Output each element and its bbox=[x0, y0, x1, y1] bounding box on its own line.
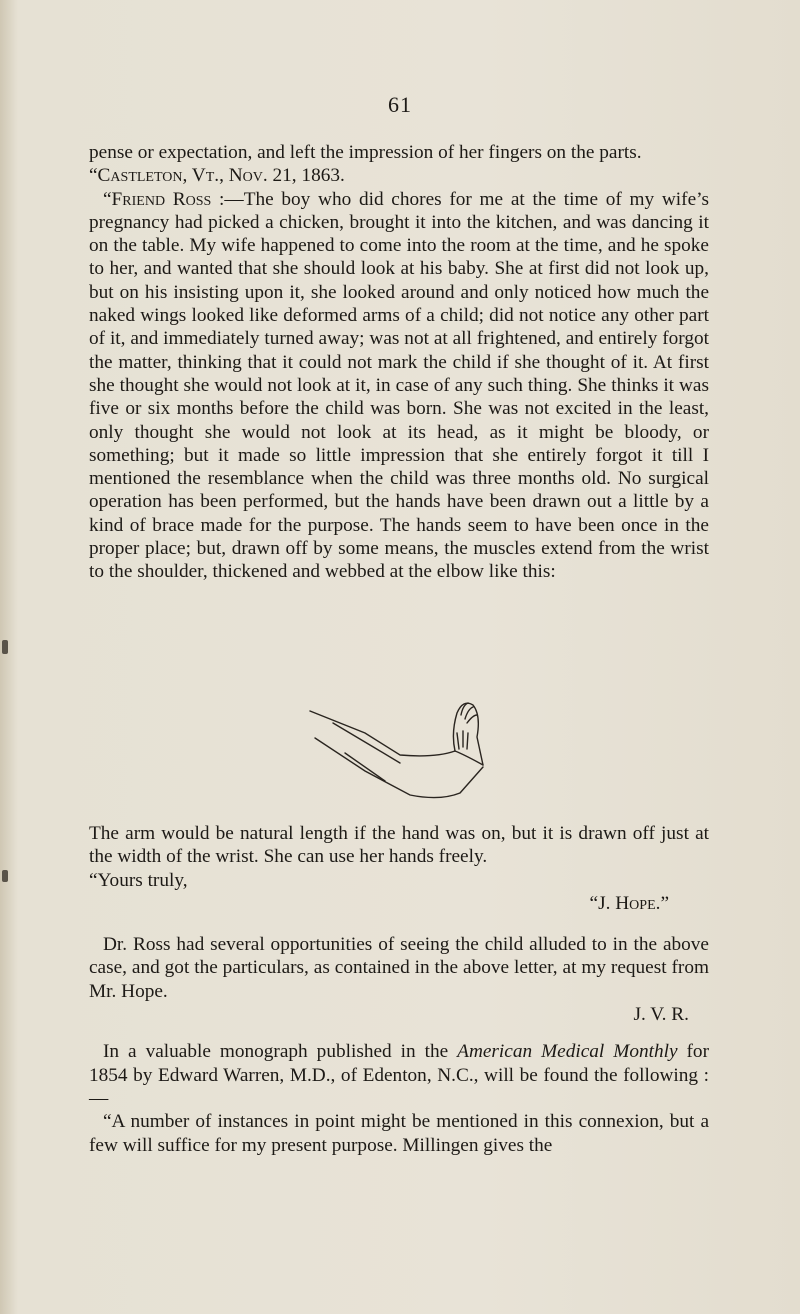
letter-dateline: “Castleton, Vt., Nov. 21, 1863. bbox=[89, 165, 345, 187]
body-text-bottom bbox=[89, 822, 709, 1157]
letter-body-text: —The boy who did chores for me at the time of my wife’s pregnancy had picked a chicken, brought it into the kitchen, and was dancing it on the table. My wife happened to come into the room at the time, and he spoke to her, and wanted that she should look at his baby. She at first did not look up, but on his insisting upon it, she looked around and only noticed how much the naked wings looked like deformed arms of a child; did not notice any other part of it, and immediately turned away; was not at all frightened, and entirely forgot the matter, thinking that it could not mark the child if she thought of it. At first she thought she would not look at it, in case of any such thing. She thinks it was five or six months before the child was born. She was not excited in the least, only thought she would not look at its head, as it might be bloody, or something; but it made so little impression that she entirely forgot it till I mentioned the resemblance when the child was three months old. No surgical operation has been performed, but the hands have been drawn out a little by a kind of brace made for the purpose. The hands seem to have been once in the proper place; but, drawn off by some means, the muscles extend from the wrist to the shoulder, thickened and webbed at the elbow like this: bbox=[89, 188, 709, 583]
page-number: 61 bbox=[388, 92, 412, 117]
paragraph-continued: pense or expectation, and left the impression of her fingers on the parts. bbox=[89, 142, 642, 163]
monograph-paragraph: In a valuable monograph published in the American Medical Monthly for 1854 by Edward Warren, M.D., of Edenton, N.C., will be found the following :— bbox=[89, 1041, 709, 1109]
binding-mark bbox=[2, 640, 8, 654]
quote-paragraph: “A number of instances in point might be mentioned in this connexion, but a few will suffice for my present purpose. Millingen gives the bbox=[89, 1111, 709, 1156]
after-figure-paragraph: The arm would be natural length if the hand was on, but it is drawn off just at the width of the wrist. She can use her hands freely. bbox=[89, 823, 709, 868]
ross-paragraph: Dr. Ross had several opportunities of seeing the child alluded to in the above case, and got the particulars, as contained in the above letter, at my request from Mr. Hope. bbox=[89, 934, 709, 1002]
letter-salutation: “Friend Ross : bbox=[103, 188, 225, 210]
author-initials: J. V. R. bbox=[633, 1004, 689, 1026]
journal-title: American Medical Monthly bbox=[457, 1041, 678, 1063]
body-text-top bbox=[89, 141, 709, 584]
letter-body bbox=[89, 188, 709, 584]
binding-mark bbox=[2, 870, 8, 882]
letter-signature: “J. Hope.” bbox=[589, 892, 669, 914]
sketch-lower-line bbox=[315, 738, 483, 798]
arm-sketch-figure bbox=[305, 693, 505, 813]
letter-closing: “Yours truly, bbox=[89, 869, 188, 891]
